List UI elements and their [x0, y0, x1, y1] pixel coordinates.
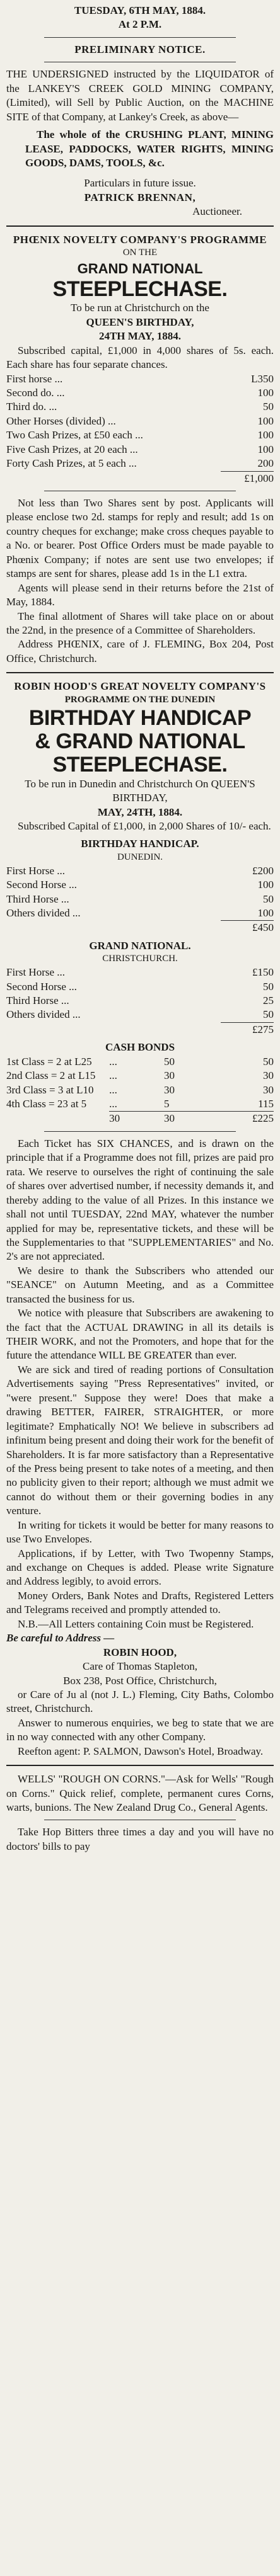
- phoenix-event1: GRAND NATIONAL: [77, 260, 203, 276]
- robin-hood-advert: [6, 680, 274, 1758]
- robin-p8: N.B.—All Letters containing Coin must be Registered.: [18, 1617, 254, 1630]
- sale-lots: The whole of the CRUSHING PLANT, MINING LEASE, PADDOCKS, WATER RIGHTS, MINING GOODS, DAMS, TOOLS, &c.: [25, 128, 274, 169]
- robin-answer: Answer to numerous enquiries, we beg to state that we are in no way connected with any other Company.: [6, 1716, 274, 1743]
- robin-or: or Care of Ju al (not J. L.) Fleming, City Baths, Colombo street, Christchurch.: [6, 1688, 274, 1715]
- prize-row: Other Horses (divided) ... 100: [6, 414, 274, 427]
- robin-box: Box 238, Post Office, Christchurch,: [63, 1674, 217, 1687]
- divider: [44, 1131, 236, 1132]
- robin-event1: BIRTHDAY HANDICAP: [28, 705, 252, 730]
- national-title: GRAND NATIONAL.: [89, 939, 191, 952]
- sale-particulars: Particulars in future issue.: [84, 177, 196, 190]
- phoenix-allotment: The final allotment of Shares will take place on or about the 22nd, in the presence of a Committee of Shareholders.: [6, 610, 274, 636]
- phoenix-run-at: To be run at Christchurch on the: [71, 302, 209, 314]
- robin-event3: STEEPLECHASE.: [52, 753, 228, 777]
- phoenix-prize-list: [6, 372, 274, 486]
- robin-p6: Applications, if by Letter, with Two Twopenny Stamps, and exchange on Cheques is added. Please write Signature and Address legibly, to avoid errors.: [6, 1547, 274, 1588]
- robin-p2: We desire to thank the Subscribers who attended our "SEANCE" on Autumn Meeting, and as a Committee transacted the business for us.: [6, 1264, 274, 1305]
- phoenix-on-the: ON THE: [122, 248, 158, 258]
- robin-careful: Be careful to Address —: [6, 1632, 115, 1644]
- robin-programme: PROGRAMME ON THE DUNEDIN: [64, 694, 216, 705]
- phoenix-agents: Agents will please send in their returns before the 21st of May, 1884.: [6, 581, 274, 608]
- sale-time: At 2 P.M.: [118, 18, 162, 31]
- section-rule: [6, 672, 274, 673]
- newspaper-column: [6, 0, 274, 1854]
- national-total: £275: [221, 1022, 274, 1037]
- auction-notice: [6, 4, 274, 219]
- prize-row: First Horse ... £200: [6, 864, 274, 877]
- phoenix-advert: [6, 233, 274, 666]
- robin-p3: We notice with pleasure that Subscribers are awakening to the fact that the ACTUAL DRAWING in all its details is THEIR WORK, and not the Promoters, and hope that for the future the attendance WILL BE GREATER than ever.: [6, 1307, 274, 1362]
- prize-row: Third Horse ... 50: [6, 892, 274, 905]
- section-rule: [6, 225, 274, 227]
- handicap-title: BIRTHDAY HANDICAP.: [81, 838, 199, 850]
- robin-title: ROBIN HOOD'S GREAT NOVELTY COMPANY'S: [14, 680, 266, 693]
- prize-row: Second Horse ... 50: [6, 980, 274, 993]
- prize-row: Forty Cash Prizes, at 5 each ... 200: [6, 457, 274, 470]
- auctioneer-role: Auctioneer.: [192, 205, 242, 218]
- robin-care: Care of Thomas Stapleton,: [83, 1660, 197, 1673]
- notice-heading: PRELIMINARY NOTICE.: [74, 43, 206, 55]
- phoenix-birthday: QUEEN'S BIRTHDAY,: [86, 316, 194, 328]
- robin-p5: In writing for tickets it would be better for many reasons to use Two Envelopes.: [6, 1519, 274, 1546]
- phoenix-event2: STEEPLECHASE.: [52, 276, 228, 301]
- wells-advert: WELLS' "ROUGH ON CORNS."—Ask for Wells' "Rough on Corns." Quick relief, complete, permanent cures Corns, warts, bunions. The New Zealand Drug Co., General Agents.: [6, 1773, 274, 1814]
- robin-date: MAY, 24TH, 1884.: [97, 806, 183, 818]
- prize-row: Others divided ... 50: [6, 1008, 274, 1021]
- robin-p7: Money Orders, Bank Notes and Drafts, Registered Letters and Telegrams received and promptly attended to.: [6, 1589, 274, 1616]
- divider: [44, 37, 236, 38]
- phoenix-total: £1,000: [221, 471, 274, 486]
- handicap-total: £450: [221, 920, 274, 935]
- phoenix-title: PHŒNIX NOVELTY COMPANY'S PROGRAMME: [13, 233, 267, 246]
- national-place: CHRISTCHURCH.: [102, 954, 178, 964]
- handicap-place: DUNEDIN.: [117, 852, 163, 862]
- prize-row: Second do. ... 100: [6, 386, 274, 399]
- prize-row: Third do. ... 50: [6, 401, 274, 413]
- prize-row: Third Horse ... 25: [6, 994, 274, 1006]
- robin-capital: Subscribed Capital of £1,000, in 2,000 Shares of 10/- each.: [18, 820, 271, 832]
- phoenix-capital: Subscribed capital, £1,000 in 4,000 shares of 5s. each. Each share has four separate chances.: [6, 344, 274, 371]
- cash-title: CASH BONDS: [105, 1041, 175, 1054]
- sale-body: THE UNDERSIGNED instructed by the LIQUIDATOR of the LANKEY'S CREEK GOLD MINING COMPANY, (Limited), will Sell by Public Auction, on the MACHINE SITE of that Company, at Lankey's Creek, as above—: [6, 68, 274, 123]
- phoenix-date: 24TH MAY, 1884.: [98, 330, 182, 343]
- robin-name: ROBIN HOOD,: [103, 1646, 177, 1658]
- prize-row: First Horse ... £150: [6, 966, 274, 979]
- robin-event2: & GRAND NATIONAL: [35, 729, 245, 753]
- robin-run-in: To be run in Dunedin and Christchurch On QUEEN'S BIRTHDAY,: [25, 777, 255, 804]
- sale-date: TUESDAY, 6TH MAY, 1884.: [74, 4, 206, 16]
- cash-bonds-table: 1st Class = 2 at L25 ... 50 50 2nd Class = 2 at L15 ... 30 30 3rd Class = 3 at L10 ... 30 30 4th Class = 23 at 5 ... 5 115 30 30 £225: [6, 1055, 274, 1126]
- prize-row: Five Cash Prizes, at 20 each ... 100: [6, 443, 274, 455]
- prize-row: Others divided ... 100: [6, 906, 274, 919]
- hop-bitters-advert: Take Hop Bitters three times a day and you will have no doctors' bills to pay: [6, 1826, 274, 1852]
- auctioneer-name: PATRICK BRENNAN,: [84, 191, 196, 203]
- robin-p1: Each Ticket has SIX CHANCES, and is drawn on the principle that if a Programme does not fill, prizes are paid pro rata. We reserve to ourselves the right of continuing the sale of shares over advertised number, if necessity demands it, and thereby adding to the value of all Prizes. In this instance we shall not until TUESDAY, 22nd MAY, whatever the number applied for may be, representative tickets, and these will be the Supplementaries to that "SUPPLEMENTARIES" and No. 2's are not appreciated.: [6, 1137, 274, 1263]
- prize-row: Second Horse ... 100: [6, 879, 274, 891]
- prize-row: First horse ... L350: [6, 372, 274, 385]
- section-rule: [6, 1765, 274, 1766]
- robin-reefton: Reefton agent: P. SALMON, Dawson's Hotel, Broadway.: [18, 1745, 264, 1757]
- robin-p4: We are sick and tired of reading portions of Consultation Advertisements saying "Press Representatives" invited, or "were present." Suppose they were! Does that make a drawing BETTER, FAIRER, STRAIGHTER, or more legitimate? Emphatically NO! We believe in subscribers ad infinitum being present and doing their work for the benefit of Shareholders. It is far more satisfactory than a Representative of the Press being present to take notes of a meeting, and then no publicity given to their report; although we must admit we cannot do without them or their governing bodies in any venture.: [6, 1363, 274, 1517]
- phoenix-notes: Not less than Two Shares sent by post. Applicants will please enclose two 2d. stamps for reply and result; add 1s on country cheques for exchange; make cross cheques payable to a No. or bearer. Post Office Orders must be made payable to Phœnix Company; if notes are sent use two envelopes; if stamps are sent for shares, please add 1s in the L1 extra.: [6, 497, 274, 580]
- phoenix-address: Address PHŒNIX, care of J. FLEMING, Box 204, Post Office, Christchurch.: [6, 638, 274, 664]
- prize-row: Two Cash Prizes, at £50 each ... 100: [6, 429, 274, 442]
